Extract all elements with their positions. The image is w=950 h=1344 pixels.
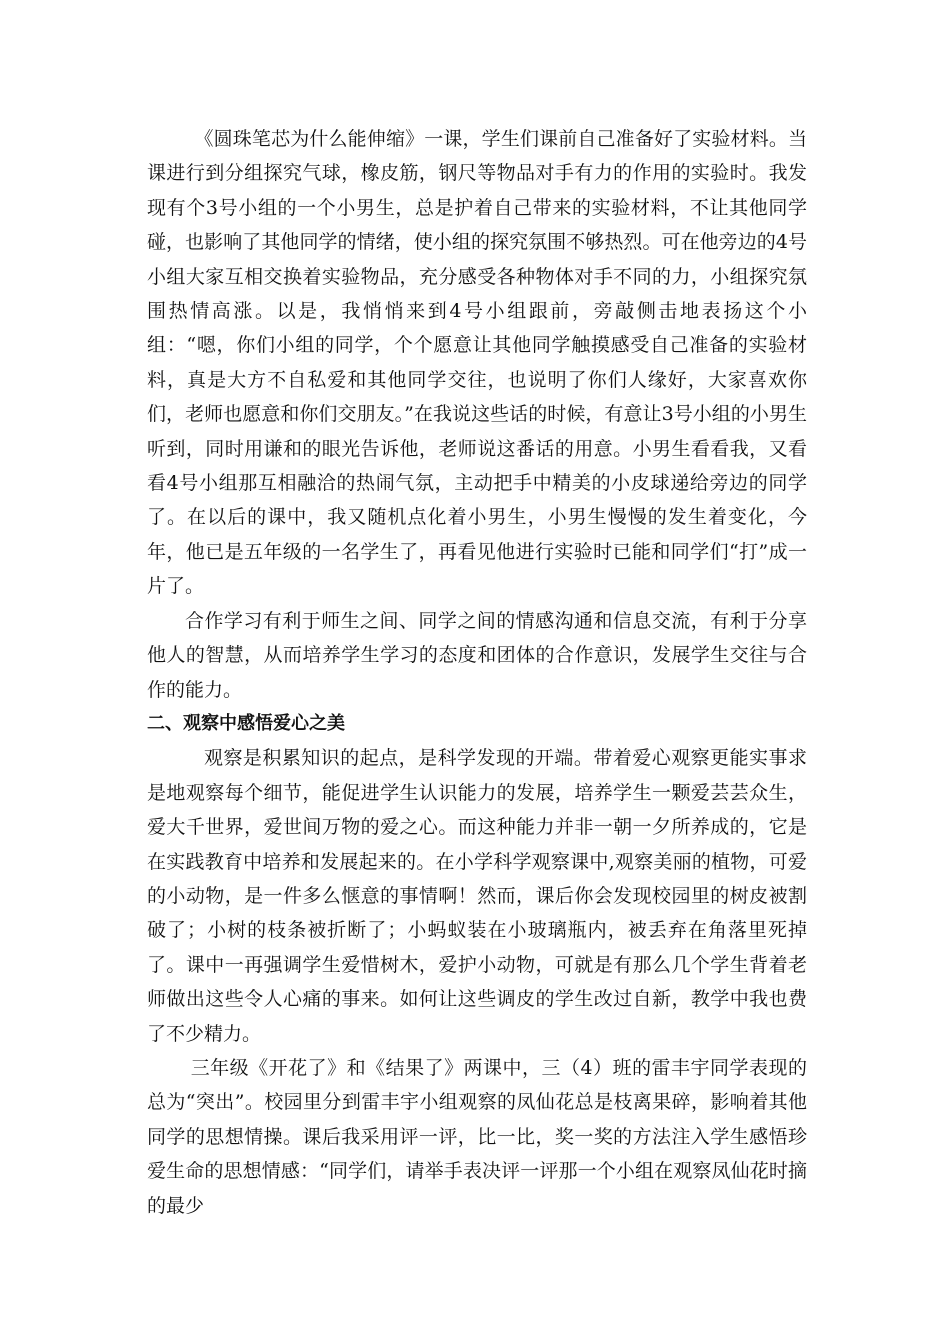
paragraph-1: 《圆珠笔芯为什么能伸缩》一课，学生们课前自己准备好了实验材料。当课进行到分组探究气球，橡皮筋，钢尺等物品对手有力的作用的实验时。我发现有个3号小组的一个小男生，总是护着自己带来的实验材料，不让其他同学碰，也影响了其他同学的情绪，使小组的探究氛围不够热烈。可在他旁边的4号小组大家互相交换着实验物品，充分感受各种物体对手不同的力，小组探究氛围热情高涨。以是，我悄悄来到4号小组跟前，旁敲侧击地表扬这个小组：“嗯，你们小组的同学，个个愿意让其他同学触摸感受自己准备的实验材料，真是大方不自私爱和其他同学交往，也说明了你们人缘好，大家喜欢你们，老师也愿意和你们交朋友。”在我说这些话的时候，有意让3号小组的小男生听到，同时用谦和的眼光告诉他，老师说这番话的用意。小男生看看我，又看看4号小组那互相融洽的热闹气氛，主动把手中精美的小皮球递给旁边的同学了。在以后的课中，我又随机点化着小男生，小男生慢慢的发生着变化，今年，他已是五年级的一名学生了，再看见他进行实验时已能和同学们“打”成一片了。 (147, 128, 807, 598)
paragraph-3: 观察是积累知识的起点，是科学发现的开端。带着爱心观察更能实事求是地观察每个细节，能促进学生认识能力的发展，培养学生一颗爱芸芸众生，爱大千世界，爱世间万物的爱之心。而这种能力并非一朝一夕所养成的，它是在实践教育中培养和发展起来的。在小学科学观察课中,观察美丽的植物，可爱的小动物，是一件多么惬意的事情啊！然而，课后你会发现校园里的树皮被割破了；小树的枝条被折断了；小蚂蚁装在小玻璃瓶内，被丢弃在角落里死掉了。课中一再强调学生爱惜树木，爱护小动物，可就是有那么几个学生背着老师做出这些令人心痛的事来。如何让这些调皮的学生改过自新，教学中我也费了不少精力。 (147, 747, 807, 1045)
paragraph-4: 三年级《开花了》和《结果了》两课中，三（4）班的雷丰宇同学表现的总为“突出”。校园里分到雷丰宇小组观察的凤仙花总是枝离果碎，影响着其他同学的思想情操。课后我采用评一评，比一比，奖一奖的方法注入学生感悟珍爱生命的思想情感：“同学们，请举手表决评一评那一个小组在观察凤仙花时摘的最少 (147, 1056, 807, 1217)
section-heading: 二、观察中感悟爱心之美 (147, 712, 345, 734)
document-body (147, 122, 807, 1223)
paragraph-2: 合作学习有利于师生之间、同学之间的情感沟通和信息交流，有利于分享他人的智慧，从而培养学生学习的态度和团体的合作意识，发展学生交往与合作的能力。 (147, 609, 807, 701)
